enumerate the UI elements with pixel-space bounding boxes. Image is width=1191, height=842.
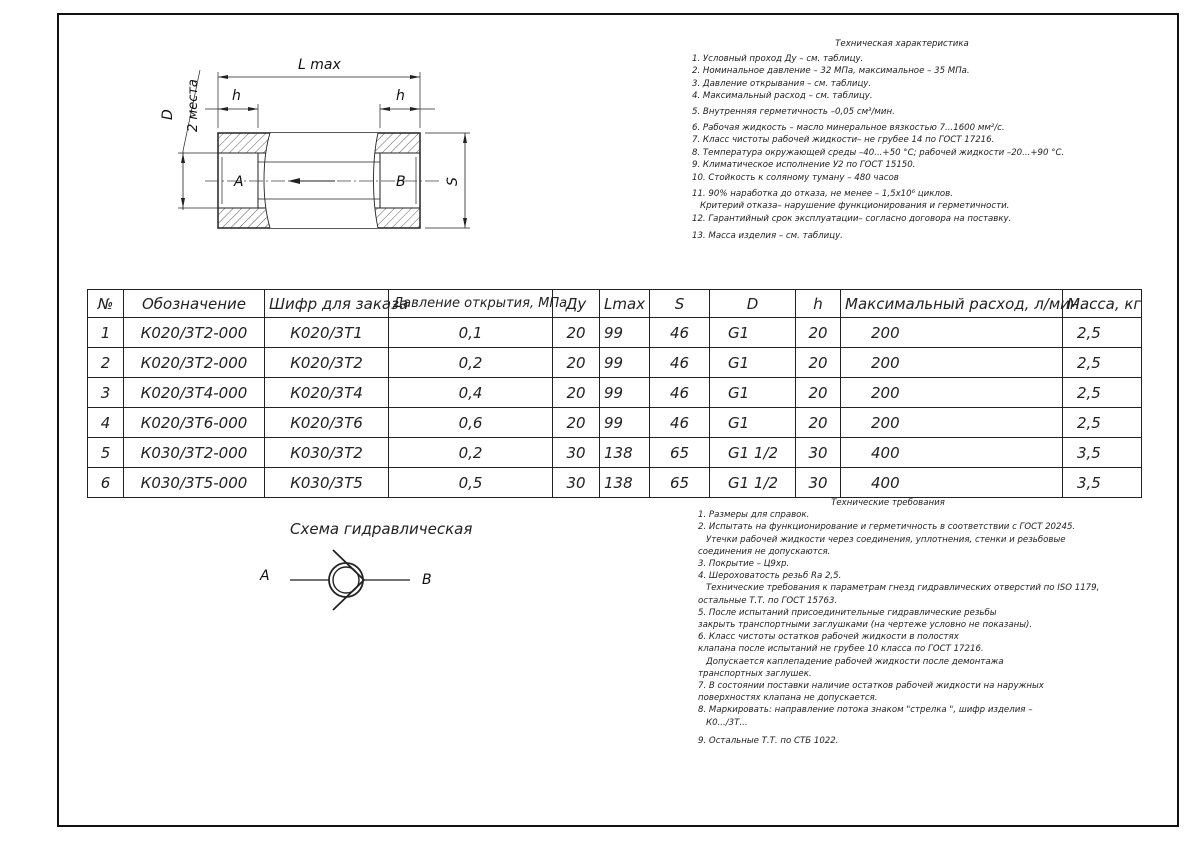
cell-order-code: К020/3Т1	[265, 318, 389, 348]
spec-line: 5. Внутренняя герметичность –0,05 см³/мин.	[692, 107, 895, 118]
port-b-label: B	[396, 174, 406, 190]
cell-h: 20	[796, 318, 841, 348]
cell-max-flow: 200	[841, 378, 1063, 408]
places-label: 2 места	[186, 79, 201, 132]
cell-number: 2	[88, 348, 124, 378]
cell-opening-pressure: 0,1	[389, 318, 553, 348]
cell-max-flow: 200	[841, 348, 1063, 378]
col-header-lmax: Lmax	[600, 290, 650, 318]
cell-h: 20	[796, 348, 841, 378]
cell-h: 30	[796, 438, 841, 468]
cell-du: 20	[553, 348, 600, 378]
cell-opening-pressure: 0,4	[389, 378, 553, 408]
col-header-number: №	[88, 290, 124, 318]
cell-number: 1	[88, 318, 124, 348]
requirement-line: транспортных заглушек.	[698, 668, 812, 679]
tech-requirements-title: Технические требования	[831, 498, 945, 508]
col-header-du: Ду	[553, 290, 600, 318]
s-label: S	[445, 177, 461, 186]
cell-opening-pressure: 0,2	[389, 348, 553, 378]
cell-s: 46	[650, 348, 710, 378]
col-header-opening-pressure: Давление открытия, МПа	[389, 290, 553, 318]
cell-d: G1	[710, 378, 796, 408]
cell-lmax: 138	[600, 468, 650, 498]
lmax-label: L max	[298, 57, 341, 73]
cell-number: 4	[88, 408, 124, 438]
requirement-line: 4. Шероховатость резьб Ra 2,5.	[698, 571, 842, 582]
spec-line: 1. Условный проход Ду – см. таблицу.	[692, 54, 864, 65]
spec-line: 7. Класс чистоты рабочей жидкости– не грубее 14 по ГОСТ 17216.	[692, 135, 995, 146]
cell-d: G1	[710, 348, 796, 378]
cell-number: 3	[88, 378, 124, 408]
cell-order-code: К020/3Т4	[265, 378, 389, 408]
cell-lmax: 138	[600, 438, 650, 468]
tech-specs	[692, 38, 1112, 242]
cell-designation: К020/3Т6-000	[124, 408, 265, 438]
cell-mass: 3,5	[1063, 468, 1142, 498]
tech-specs-title: Техническая характеристика	[835, 39, 969, 49]
col-header-s: S	[650, 290, 710, 318]
cell-mass: 2,5	[1063, 408, 1142, 438]
requirement-line: 8. Маркировать: направление потока знаком "стрелка ", шифр изделия –	[698, 705, 1033, 716]
cell-lmax: 99	[600, 408, 650, 438]
cell-lmax: 99	[600, 348, 650, 378]
spec-line: 10. Стойкость к соляному туману – 480 часов	[692, 173, 899, 184]
table-row	[88, 438, 1142, 468]
port-a-label: A	[234, 174, 244, 190]
spec-line: 3. Давление открывания – см. таблицу.	[692, 78, 872, 89]
requirement-line: клапана после испытаний не грубее 10 класса по ГОСТ 17216.	[698, 644, 984, 655]
cell-max-flow: 400	[841, 438, 1063, 468]
cell-lmax: 99	[600, 318, 650, 348]
spec-table	[87, 289, 1142, 498]
spec-line: Критерий отказа– нарушение функционирования и герметичности.	[700, 201, 1010, 212]
cell-s: 46	[650, 318, 710, 348]
cell-designation: К030/3Т5-000	[124, 468, 265, 498]
cell-d: G1 1/2	[710, 468, 796, 498]
h-right-label: h	[396, 88, 405, 104]
col-header-h: h	[796, 290, 841, 318]
cell-order-code: К030/3Т2	[265, 438, 389, 468]
requirement-line: Технические требования к параметрам гнезд гидравлических отверстий по ISO 1179,	[706, 583, 1100, 594]
cell-designation: К030/3Т2-000	[124, 438, 265, 468]
table-row	[88, 468, 1142, 498]
cell-h: 20	[796, 408, 841, 438]
cell-mass: 3,5	[1063, 438, 1142, 468]
cell-du: 30	[553, 438, 600, 468]
cell-order-code: К030/3Т5	[265, 468, 389, 498]
spec-line: 4. Максимальный расход – см. таблицу.	[692, 90, 873, 101]
cell-order-code: К020/3Т2	[265, 348, 389, 378]
spec-line: 6. Рабочая жидкость – масло минеральное вязкостью 7...1600 мм²/с.	[692, 123, 1005, 134]
tech-requirements	[698, 497, 1138, 747]
col-header-order-code: Шифр для заказа	[265, 290, 389, 318]
cell-h: 20	[796, 378, 841, 408]
cell-mass: 2,5	[1063, 318, 1142, 348]
requirement-line: Допускается каплепадение рабочей жидкости после демонтажа	[706, 656, 1004, 667]
cell-order-code: К020/3Т6	[265, 408, 389, 438]
cell-d: G1 1/2	[710, 438, 796, 468]
cell-number: 5	[88, 438, 124, 468]
table-header-row	[88, 290, 1142, 318]
col-header-d: D	[710, 290, 796, 318]
requirement-line: 7. В состоянии поставки наличие остатков рабочей жидкости на наружных	[698, 681, 1044, 692]
table-row	[88, 318, 1142, 348]
table-row	[88, 408, 1142, 438]
cell-opening-pressure: 0,5	[389, 468, 553, 498]
requirement-line: 2. Испытать на функционирование и герметичность в соответствии с ГОСТ 20245.	[698, 522, 1076, 533]
cell-max-flow: 200	[841, 318, 1063, 348]
cell-du: 20	[553, 408, 600, 438]
cell-du: 30	[553, 468, 600, 498]
cell-designation: К020/3Т4-000	[124, 378, 265, 408]
cell-d: G1	[710, 318, 796, 348]
requirement-line: 1. Размеры для справок.	[698, 510, 810, 521]
cell-s: 46	[650, 408, 710, 438]
requirement-line: Утечки рабочей жидкости через соединения, уплотнения, стенки и резьбовые	[706, 534, 1066, 545]
table-row	[88, 378, 1142, 408]
requirement-line: остальные Т.Т. по ГОСТ 15763.	[698, 595, 838, 606]
cell-d: G1	[710, 408, 796, 438]
col-header-max-flow: Максимальный расход, л/мин.	[841, 290, 1063, 318]
requirement-line: 9. Остальные Т.Т. по СТБ 1022.	[698, 735, 839, 746]
schema-title: Схема гидравлическая	[290, 520, 473, 538]
cell-max-flow: 200	[841, 408, 1063, 438]
spec-line: 11. 90% наработка до отказа, не менее – 1,5x10⁶ циклов.	[692, 189, 953, 200]
cell-s: 65	[650, 438, 710, 468]
cell-max-flow: 400	[841, 468, 1063, 498]
cell-du: 20	[553, 318, 600, 348]
spec-line: 13. Масса изделия – см. таблицу.	[692, 230, 843, 241]
spec-line: 8. Температура окружающей среды –40...+50 °С; рабочей жидкости –20...+90 °С.	[692, 147, 1065, 158]
cell-opening-pressure: 0,2	[389, 438, 553, 468]
cell-designation: К020/3Т2-000	[124, 348, 265, 378]
cell-number: 6	[88, 468, 124, 498]
schema-port-a-label: A	[260, 568, 270, 584]
cell-s: 65	[650, 468, 710, 498]
requirement-line: 6. Класс чистоты остатков рабочей жидкости в полостях	[698, 632, 959, 643]
cell-opening-pressure: 0,6	[389, 408, 553, 438]
cell-lmax: 99	[600, 378, 650, 408]
requirement-line: 5. После испытаний присоединительные гидравлические резьбы	[698, 607, 997, 618]
requirement-line: поверхностях клапана не допускается.	[698, 693, 878, 704]
h-left-label: h	[232, 88, 241, 104]
requirement-line: закрыть транспортными заглушками (на чертеже условно не показаны).	[698, 620, 1033, 631]
requirement-line: К0.../3Т...	[706, 717, 748, 728]
spec-line: 9. Климатическое исполнение У2 по ГОСТ 15150.	[692, 159, 916, 170]
col-header-mass: Масса, кг	[1063, 290, 1142, 318]
cell-mass: 2,5	[1063, 378, 1142, 408]
d-label: D	[160, 109, 176, 120]
cell-designation: К020/3Т2-000	[124, 318, 265, 348]
table-row	[88, 348, 1142, 378]
schema-port-b-label: B	[422, 572, 432, 588]
col-header-designation: Обозначение	[124, 290, 265, 318]
cell-du: 20	[553, 378, 600, 408]
cell-s: 46	[650, 378, 710, 408]
cell-mass: 2,5	[1063, 348, 1142, 378]
cell-h: 30	[796, 468, 841, 498]
spec-line: 12. Гарантийный срок эксплуатации– согласно договора на поставку.	[692, 213, 1012, 224]
requirement-line: соединения не допускаются.	[698, 546, 831, 557]
spec-line: 2. Номинальное давление – 32 МПа, максимальное – 35 МПа.	[692, 66, 970, 77]
requirement-line: 3. Покрытие – Ц9хр.	[698, 559, 790, 570]
